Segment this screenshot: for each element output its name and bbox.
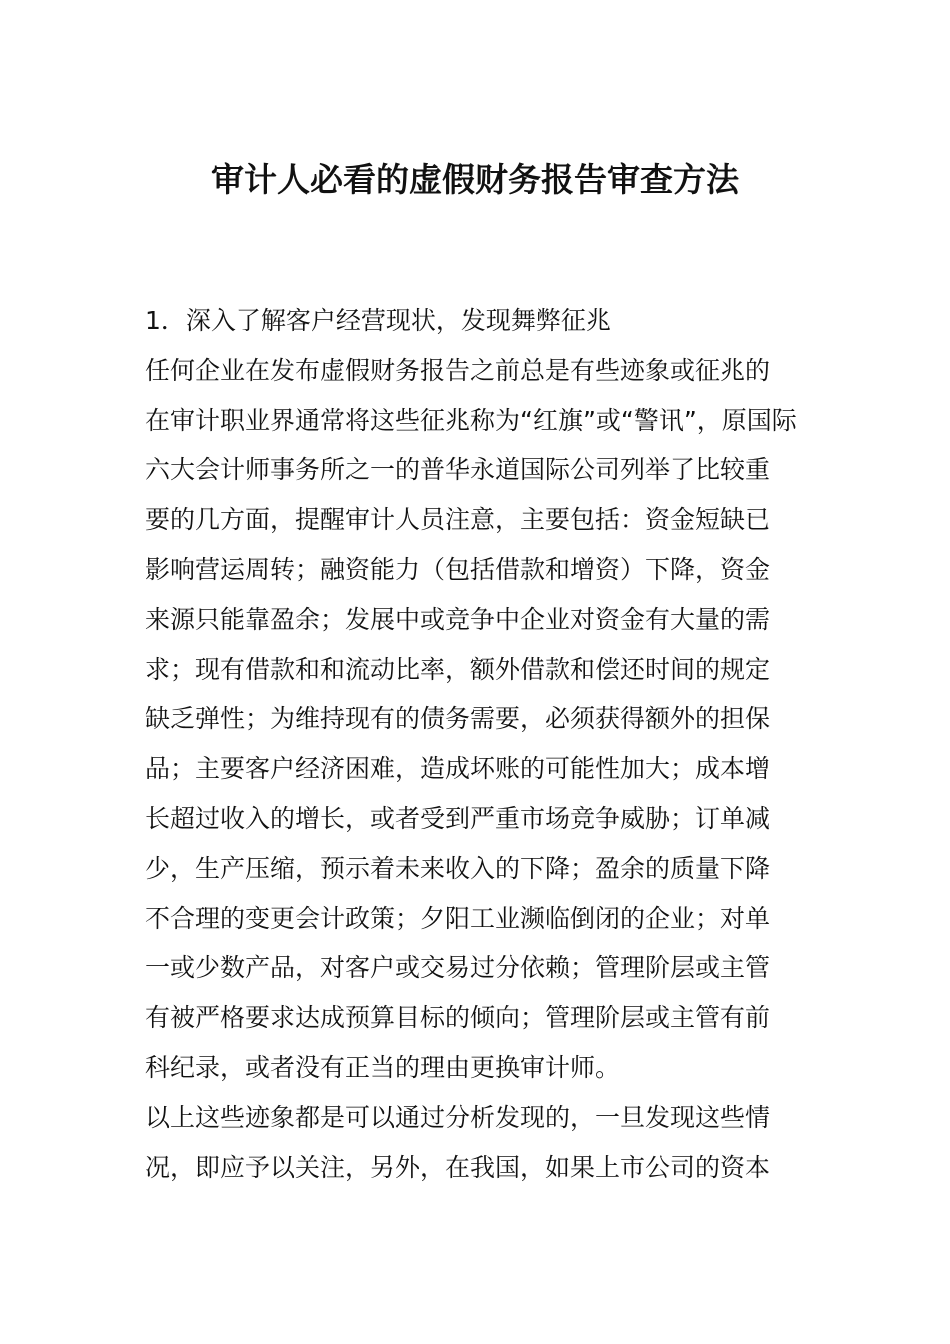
document-title: 审计人必看的虚假财务报告审查方法 — [211, 160, 739, 199]
paragraph-line: 要的几方面，提醒审计人员注意，主要包括：资金短缺已 — [145, 505, 771, 535]
section-heading: 1．深入了解客户经营现状，发现舞弊征兆 — [145, 306, 611, 335]
paragraph-1 — [145, 346, 810, 1093]
paragraph-line: 一或少数产品，对客户或交易过分依赖；管理阶层或主管 — [145, 953, 771, 983]
paragraph-line: 任何企业在发布虚假财务报告之前总是有些迹象或征兆的 — [145, 355, 771, 385]
paragraph-line: 少，生产压缩，预示着未来收入的下降；盈余的质量下降 — [145, 853, 771, 883]
paragraph-line: 有被严格要求达成预算目标的倾向；管理阶层或主管有前 — [145, 1003, 771, 1033]
document-body — [145, 296, 810, 1192]
paragraph-line: 以上这些迹象都是可以通过分析发现的，一旦发现这些情 — [145, 1102, 771, 1132]
paragraph-line: 不合理的变更会计政策；夕阳工业濒临倒闭的企业；对单 — [145, 903, 771, 933]
paragraph-2 — [145, 1093, 810, 1193]
paragraph-line: 求；现有借款和和流动比率，额外借款和偿还时间的规定 — [145, 654, 771, 684]
paragraph-line: 长超过收入的增长，或者受到严重市场竞争威胁；订单减 — [145, 803, 771, 833]
paragraph-line: 品；主要客户经济困难，造成坏账的可能性加大；成本增 — [145, 754, 771, 784]
paragraph-line: 况，即应予以关注，另外，在我国，如果上市公司的资本 — [145, 1152, 771, 1182]
paragraph-line: 六大会计师事务所之一的普华永道国际公司列举了比较重 — [145, 455, 771, 485]
paragraph-line: 在审计职业界通常将这些征兆称为“红旗”或“警讯”，原国际 — [145, 405, 797, 435]
paragraph-line: 科纪录，或者没有正当的理由更换审计师。 — [145, 1052, 621, 1082]
paragraph-line: 来源只能靠盈余；发展中或竞争中企业对资金有大量的需 — [145, 604, 771, 634]
paragraph-line: 缺乏弹性；为维持现有的债务需要，必须获得额外的担保 — [145, 704, 771, 734]
paragraph-line: 影响营运周转；融资能力（包括借款和增资）下降，资金 — [145, 554, 771, 584]
